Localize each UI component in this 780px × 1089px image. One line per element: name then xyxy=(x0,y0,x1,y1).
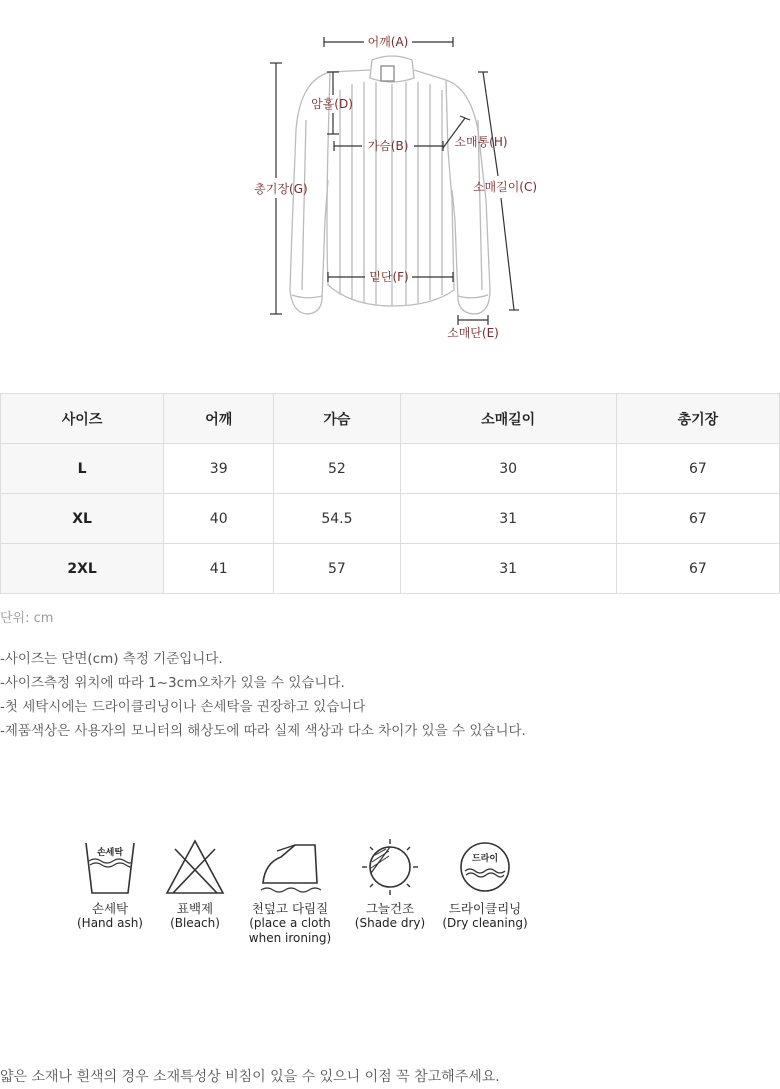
header-chest: 가슴 xyxy=(274,394,400,444)
table-cell: 67 xyxy=(616,444,779,494)
note-item: -사이즈측정 위치에 따라 1~3cm오차가 있을 수 있습니다. xyxy=(0,675,345,691)
header-sleeve-length: 소매길이 xyxy=(400,394,616,444)
table-cell: 54.5 xyxy=(274,494,400,544)
table-cell: 31 xyxy=(400,544,616,594)
hand-wash-icon xyxy=(80,835,140,897)
table-cell: 67 xyxy=(616,544,779,594)
care-sub: (Dry cleaning) xyxy=(442,916,528,930)
table-cell: 30 xyxy=(400,444,616,494)
label-armhole: 암홀(D) xyxy=(311,97,353,111)
note-item: -사이즈는 단면(cm) 측정 기준입니다. xyxy=(0,651,223,667)
header-size: 사이즈 xyxy=(1,394,164,444)
no-bleach-icon xyxy=(163,835,227,897)
header-shoulder: 어깨 xyxy=(164,394,274,444)
care-label: 표백제 xyxy=(176,901,214,916)
care-dry-clean xyxy=(425,835,545,931)
table-row xyxy=(1,494,780,544)
table-row xyxy=(1,544,780,594)
size-cell: 2XL xyxy=(1,544,164,594)
table-cell: 52 xyxy=(274,444,400,494)
table-row xyxy=(1,444,780,494)
size-cell: XL xyxy=(1,494,164,544)
size-cell: L xyxy=(1,444,164,494)
table-cell: 31 xyxy=(400,494,616,544)
size-notes xyxy=(0,647,526,743)
care-instructions xyxy=(0,835,780,975)
label-sleeve-length: 소매길이(C) xyxy=(472,180,538,194)
table-cell: 40 xyxy=(164,494,274,544)
note-item: -첫 세탁시에는 드라이클리닝이나 손세탁을 권장하고 있습니다 xyxy=(0,699,366,715)
care-label: 드라이클리닝 xyxy=(448,901,522,916)
care-sub: when ironing) xyxy=(248,931,332,945)
table-cell: 57 xyxy=(274,544,400,594)
label-total-length: 총기장(G) xyxy=(254,182,308,196)
unit-text: 단위: cm xyxy=(0,611,54,626)
care-sub: (Shade dry) xyxy=(354,916,426,930)
label-cuff: 소매단(E) xyxy=(447,326,499,340)
measurement-diagram xyxy=(0,0,780,360)
table-cell: 41 xyxy=(164,544,274,594)
care-sub: (Hand ash) xyxy=(77,916,143,930)
note-item: -제품색상은 사용자의 모니터의 해상도에 따라 실제 색상과 다소 차이가 있을 수 있습니다. xyxy=(0,723,526,739)
header-total-length: 총기장 xyxy=(616,394,779,444)
care-label: 천덮고 다림질 xyxy=(251,901,329,916)
dry-cleaning-icon-text: 드라이 xyxy=(471,854,499,864)
label-sleeve-width: 소매통(H) xyxy=(454,135,508,149)
care-label: 그늘건조 xyxy=(365,901,415,916)
table-cell: 39 xyxy=(164,444,274,494)
measurement-labels xyxy=(254,34,537,340)
label-hem: 밑단(F) xyxy=(369,270,409,284)
dry-cleaning-icon xyxy=(453,835,517,897)
care-sub: (Bleach) xyxy=(170,916,220,930)
iron-with-cloth-icon xyxy=(255,835,325,897)
label-chest: 가슴(B) xyxy=(367,139,409,153)
footer-note: 얇은 소재나 흰색의 경우 소재특성상 비침이 있을 수 있으니 이점 꼭 참고해주세요. xyxy=(0,1069,500,1085)
label-shoulder: 어깨(A) xyxy=(367,35,409,49)
size-table xyxy=(0,393,780,594)
table-header-row xyxy=(1,394,780,444)
care-sub: (place a cloth xyxy=(249,916,331,930)
hand-wash-icon-text: 손세탁 xyxy=(96,848,124,858)
shade-dry-icon xyxy=(358,835,422,897)
care-label: 손세탁 xyxy=(91,901,129,916)
table-cell: 67 xyxy=(616,494,779,544)
